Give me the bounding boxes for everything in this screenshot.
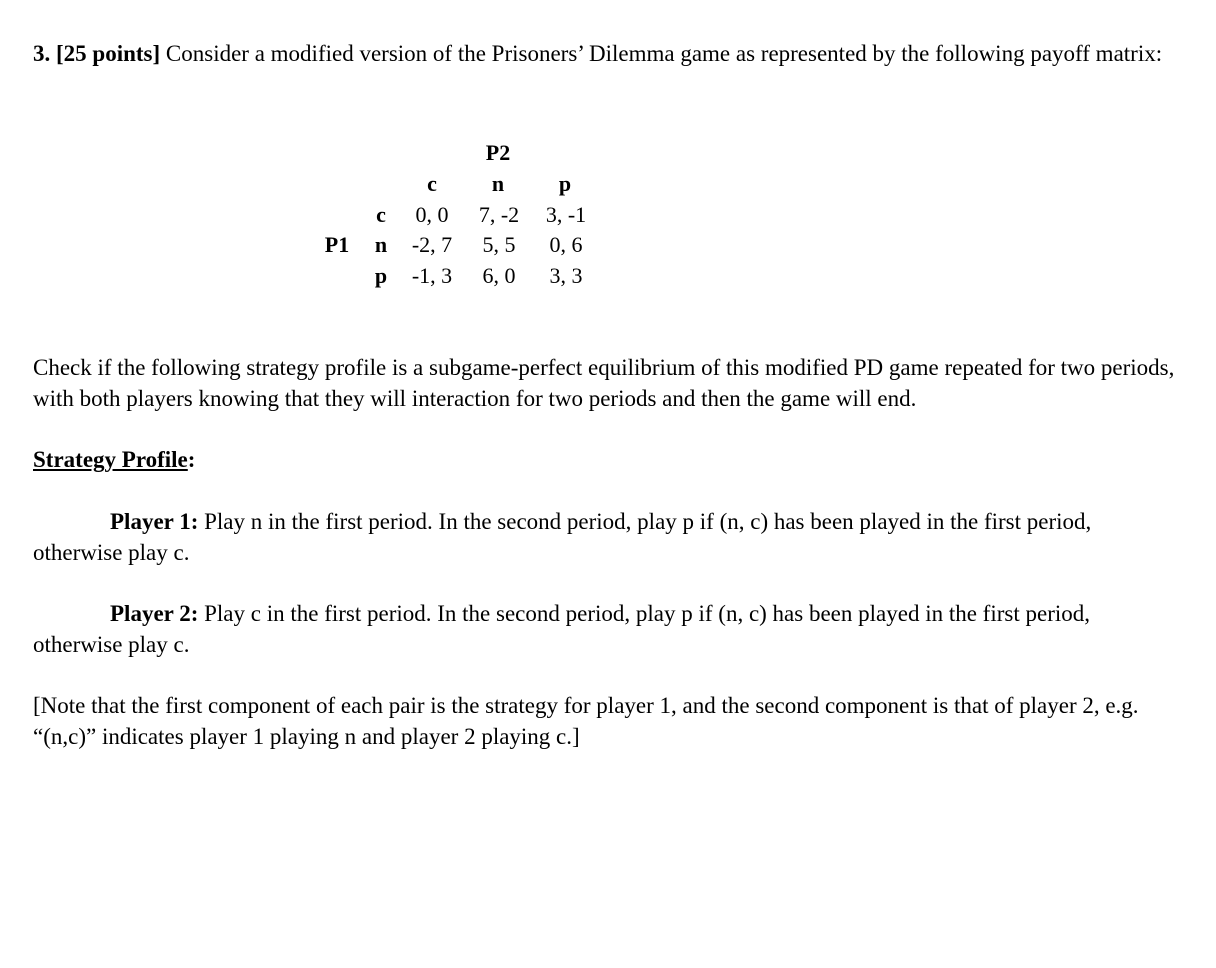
row-label-p: p — [374, 263, 388, 288]
question-intro-text: Consider a modified version of the Prisoners’ Dilemma game as represented by the following payoff matrix: — [160, 41, 1163, 66]
col-label-p: p — [558, 171, 572, 196]
check-paragraph: Check if the following strategy profile is a subgame-perfect equilibrium of this modified PD game repeated for two periods, with both players knowing that they will interaction for two periods and then the game will end. — [33, 355, 1175, 411]
cell-n-c: -2, 7 — [411, 232, 453, 257]
player1-text: Play n in the first period. In the second period, play p if (n, c) has been played in the first period, otherwise play c. — [33, 509, 1092, 565]
col-player-label: P2 — [485, 140, 511, 165]
cell-c-c: 0, 0 — [415, 202, 449, 227]
row-label-c: c — [376, 202, 386, 227]
cell-p-c: -1, 3 — [411, 263, 453, 288]
col-label-c: c — [427, 171, 437, 196]
cell-n-n: 5, 5 — [482, 232, 516, 257]
col-label-n: n — [491, 171, 505, 196]
player1-strategy — [33, 506, 1183, 568]
row-label-n: n — [374, 232, 388, 257]
player2-text: Play c in the first period. In the second period, play p if (n, c) has been played in the first period, otherwise play c. — [33, 601, 1090, 657]
cell-p-n: 6, 0 — [482, 263, 516, 288]
question-number: 3. [25 points] — [33, 41, 161, 66]
question-intro — [33, 38, 1183, 69]
strategy-profile-colon: : — [187, 447, 196, 472]
strategy-profile-heading — [33, 444, 1183, 475]
strategy-profile-title: Strategy Profile — [33, 447, 188, 472]
cell-n-p: 0, 6 — [549, 232, 583, 257]
player2-label: Player 2: — [110, 601, 199, 626]
cell-c-p: 3, -1 — [545, 202, 587, 227]
cell-c-n: 7, -2 — [478, 202, 520, 227]
row-player-label: P1 — [324, 232, 350, 257]
note-paragraph: [Note that the first component of each pair is the strategy for player 1, and the second component is that of player 2, e.g. “(n,c)” indicates player 1 playing n and player 2 playing c.] — [33, 693, 1139, 749]
player1-label: Player 1: — [110, 509, 199, 534]
player2-strategy — [33, 598, 1183, 660]
cell-p-p: 3, 3 — [549, 263, 583, 288]
